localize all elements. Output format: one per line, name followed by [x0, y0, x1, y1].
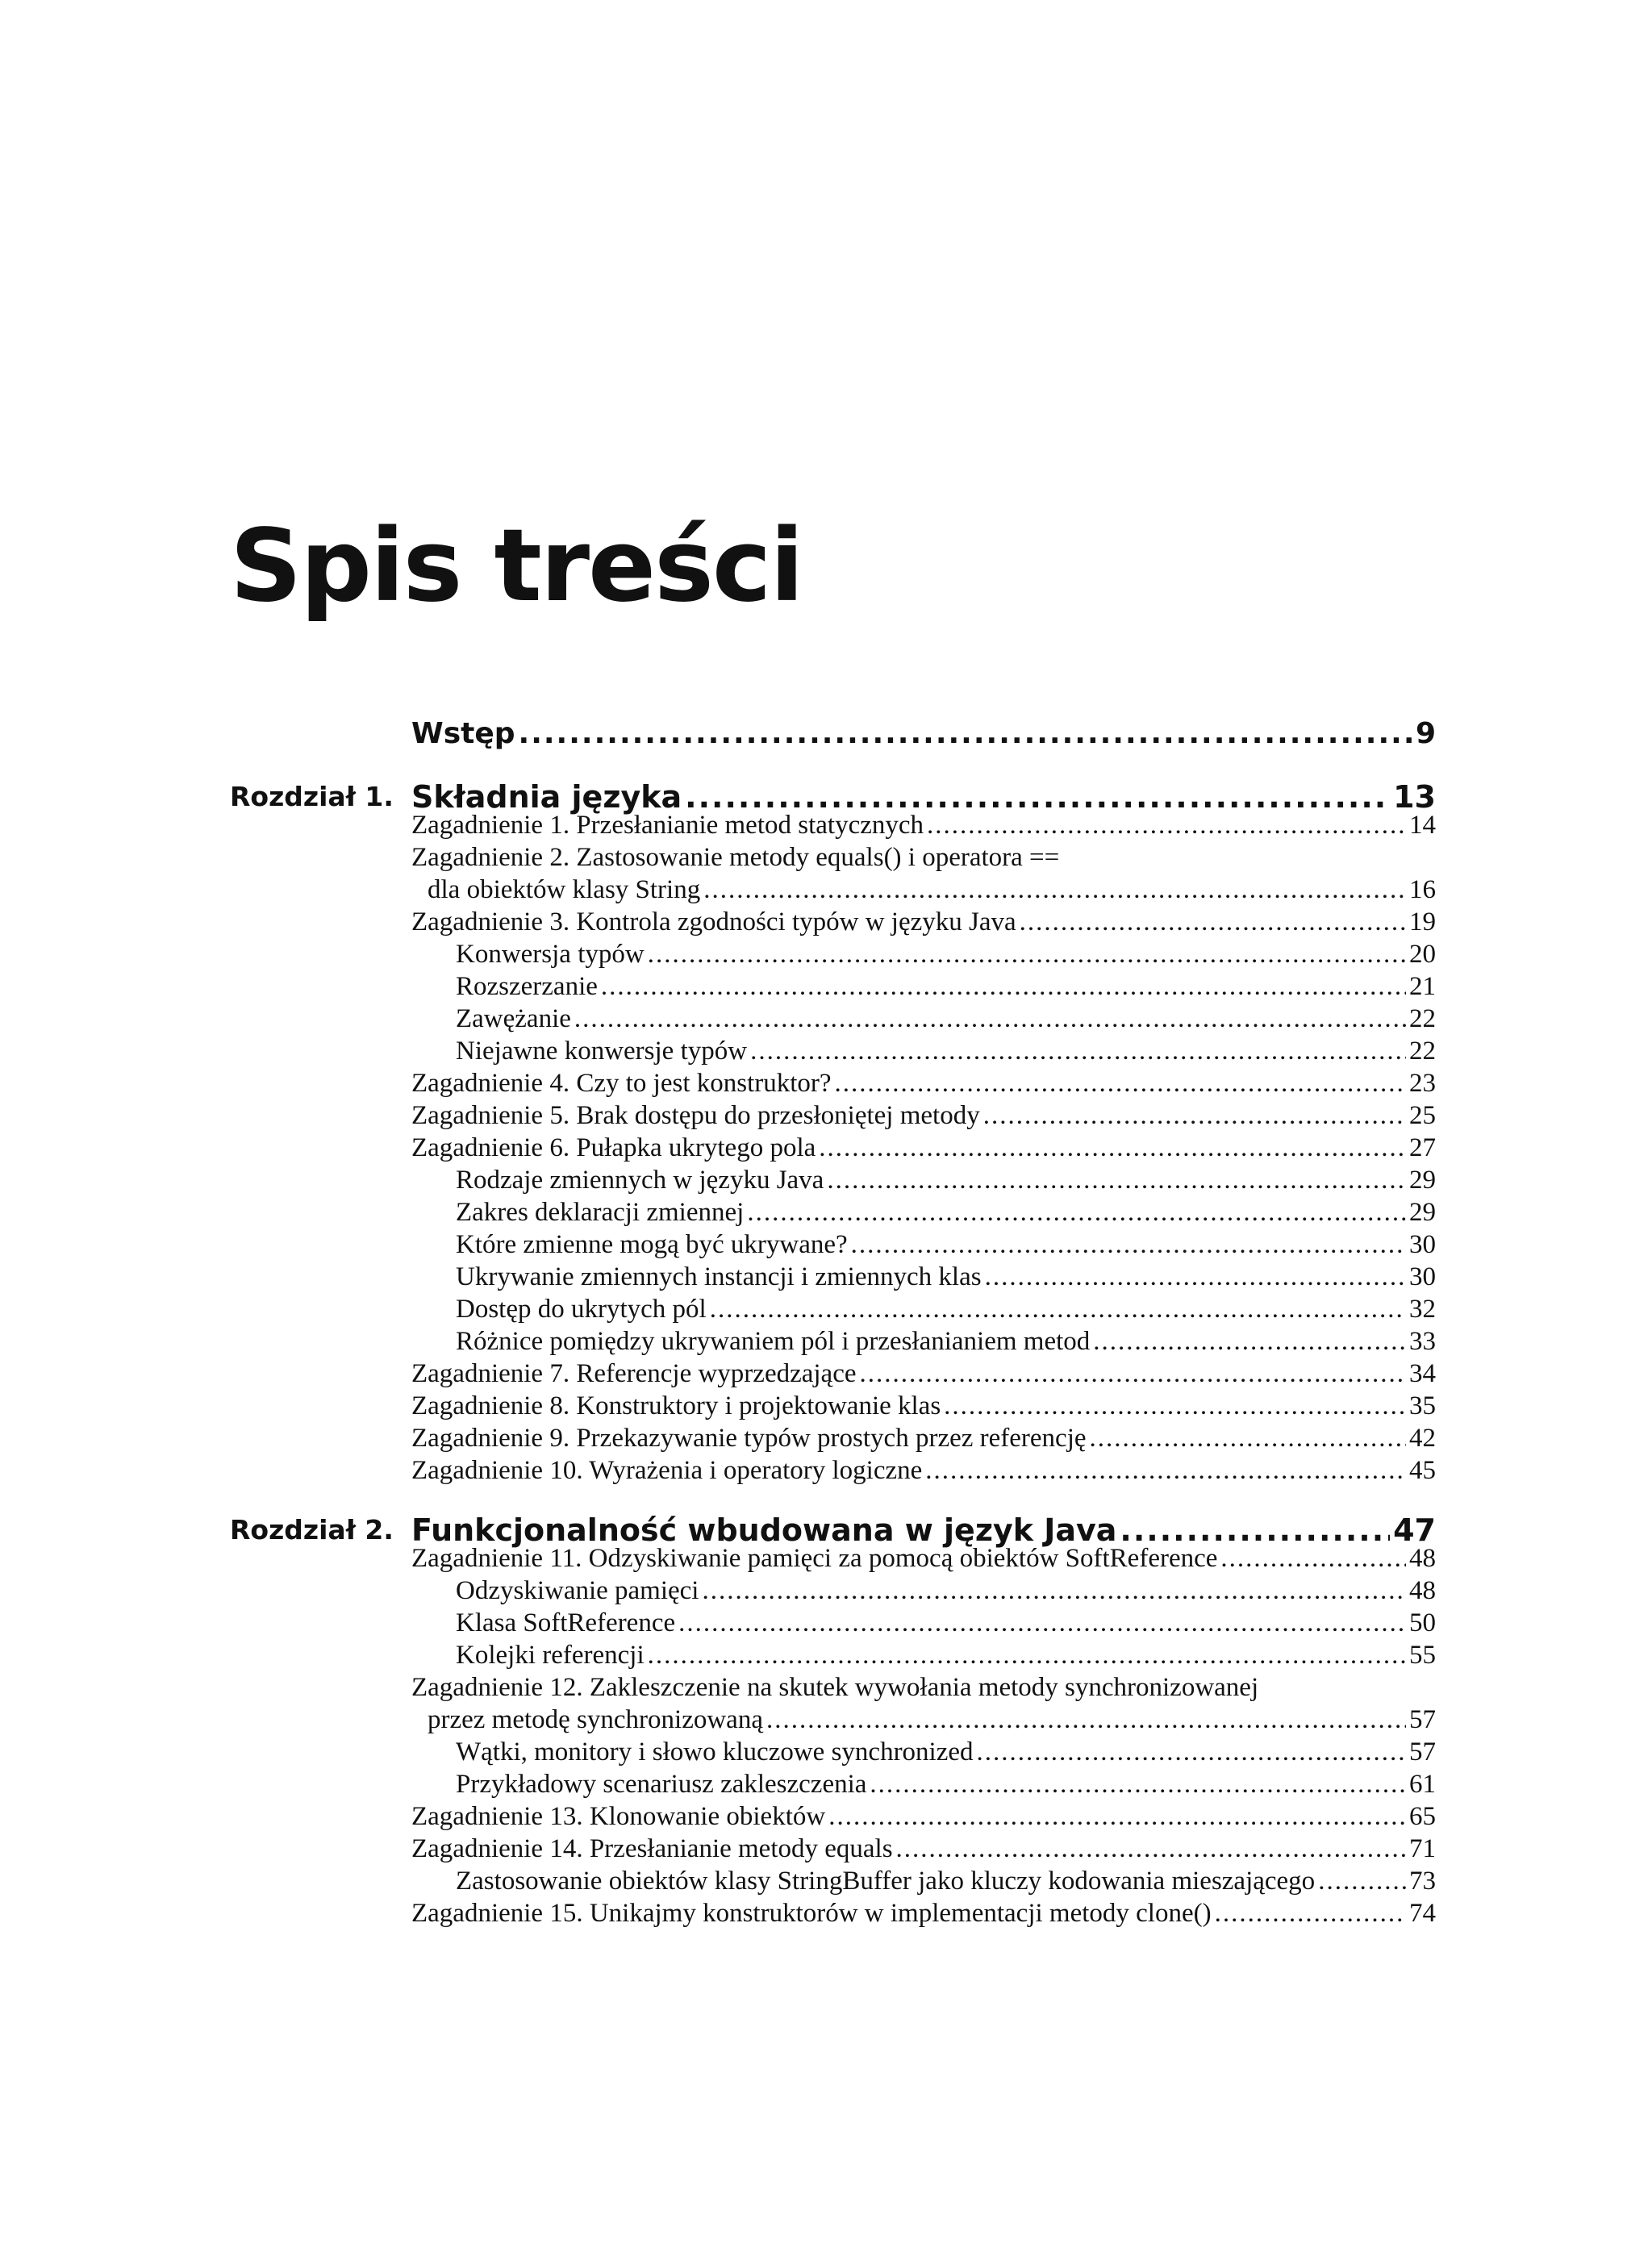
toc-entry-page: 9 [1415, 717, 1436, 750]
dot-leader [927, 809, 1406, 841]
toc-entry-label: Rodzaje zmiennych w języku Java [456, 1166, 824, 1195]
toc-subentry[interactable] [456, 1639, 1436, 1671]
toc-entry-page: 35 [1409, 1391, 1436, 1420]
chapter-number: Rozdział 1. [230, 781, 394, 812]
toc-entry-label: Zagadnienie 1. Przesłanianie metod statycznych [411, 811, 924, 840]
toc-entry-label: Odzyskiwanie pamięci [456, 1576, 699, 1605]
toc-entry-label: Zagadnienie 3. Kontrola zgodności typów w języku Java [411, 907, 1016, 936]
toc-entry-page: 21 [1409, 972, 1436, 1001]
toc-entry-label: Konwersja typów [456, 940, 645, 969]
dot-leader [678, 1607, 1406, 1639]
toc-entry-page: 25 [1409, 1101, 1436, 1130]
toc-entry-page: 55 [1409, 1641, 1436, 1670]
toc-entry-label: Zagadnienie 5. Brak dostępu do przesłoniętej metody [411, 1101, 980, 1130]
dot-leader [983, 1099, 1406, 1132]
toc-subentry[interactable] [456, 1035, 1436, 1067]
toc-entry-label: Zastosowanie obiektów klasy StringBuffer jako kluczy kodowania mieszającego [456, 1867, 1316, 1896]
toc-entry-label: Zagadnienie 14. Przesłanianie metody equals [411, 1834, 893, 1863]
dot-leader [851, 1228, 1406, 1261]
dot-leader [977, 1736, 1406, 1768]
toc-subentry[interactable] [456, 1768, 1436, 1800]
toc-entry-label: Przykładowy scenariusz zakleszczenia [456, 1770, 867, 1799]
toc-entry-label: Zagadnienie 10. Wyrażenia i operatory logiczne [411, 1456, 923, 1485]
dot-leader [574, 1003, 1406, 1035]
toc-entry-page: 29 [1409, 1198, 1436, 1227]
toc-entry-label: Zagadnienie 15. Unikajmy konstruktorów w implementacji metody clone() [411, 1899, 1212, 1928]
toc-entry[interactable] [411, 1833, 1436, 1865]
page-title: Spis treści [230, 508, 803, 624]
toc-entry-page: 30 [1409, 1230, 1436, 1259]
toc-entry-page: 27 [1409, 1133, 1436, 1162]
toc-entry-label: Zagadnienie 6. Pułapka ukrytego pola [411, 1133, 816, 1162]
dot-leader [819, 1132, 1406, 1164]
toc-entry[interactable] [411, 1099, 1436, 1132]
toc-entry-label: Niejawne konwersje typów [456, 1037, 748, 1066]
toc-entry[interactable] [411, 1542, 1436, 1575]
toc-entry-page: 32 [1409, 1295, 1436, 1324]
toc-subentry[interactable] [456, 970, 1436, 1003]
toc-entry[interactable] [411, 906, 1436, 938]
toc-entry-page: 65 [1409, 1802, 1436, 1831]
toc-entry-page: 22 [1409, 1004, 1436, 1033]
toc-subentry[interactable] [456, 1003, 1436, 1035]
toc-entry[interactable] [411, 1897, 1436, 1929]
toc-entry-label: Zagadnienie 4. Czy to jest konstruktor? [411, 1069, 832, 1098]
toc-entry-label: Zagadnienie 8. Konstruktory i projektowanie klas [411, 1391, 941, 1420]
dot-leader [750, 1035, 1406, 1067]
toc-entry[interactable] [411, 1454, 1436, 1487]
toc-entry-page: 45 [1409, 1456, 1436, 1485]
toc-entry[interactable] [411, 1067, 1436, 1099]
dot-leader [648, 1639, 1406, 1671]
toc-entry-label: Rozszerzanie [456, 972, 598, 1001]
toc-entry-label: Kolejki referencji [456, 1641, 645, 1670]
toc-entry-label: Które zmienne mogą być ukrywane? [456, 1230, 848, 1259]
toc-subentry[interactable] [456, 1196, 1436, 1228]
toc-subentry[interactable] [456, 1228, 1436, 1261]
toc-entry[interactable] [411, 841, 1436, 874]
dot-leader [870, 1768, 1406, 1800]
dot-leader [944, 1390, 1406, 1422]
toc-entry[interactable] [411, 1671, 1436, 1704]
dot-leader [710, 1293, 1406, 1325]
dot-leader [985, 1261, 1406, 1293]
toc-entry-page: 48 [1409, 1576, 1436, 1605]
toc-chapter-page: 47 [1393, 1512, 1436, 1548]
toc-entry-label: przez metodę synchronizowaną [428, 1705, 763, 1734]
dot-leader [827, 1164, 1406, 1196]
toc-chapter-title: Składnia języka [411, 779, 682, 815]
toc-entry-label: Zagadnienie 7. Referencje wyprzedzające [411, 1359, 857, 1388]
toc-entry-page: 23 [1409, 1069, 1436, 1098]
toc-entry-label: Zawężanie [456, 1004, 571, 1033]
toc-subentry[interactable] [456, 1293, 1436, 1325]
toc-entry-page: 71 [1409, 1834, 1436, 1863]
dot-leader [925, 1454, 1406, 1487]
dot-leader [835, 1067, 1406, 1099]
toc-entry-label: Zagadnienie 13. Klonowanie obiektów [411, 1802, 826, 1831]
toc-entry-intro[interactable] [411, 716, 1436, 752]
toc-entry-page: 61 [1409, 1770, 1436, 1799]
toc-subentry[interactable] [456, 1164, 1436, 1196]
toc-subentry[interactable] [456, 1736, 1436, 1768]
toc-entry-label: Różnice pomiędzy ukrywaniem pól i przesłanianiem metod [456, 1327, 1091, 1356]
toc-entry-label: dla obiektów klasy String [428, 875, 701, 904]
dot-leader [1020, 906, 1406, 938]
dot-leader [1090, 1422, 1406, 1454]
toc-entry-continuation[interactable] [428, 1704, 1436, 1736]
toc-entry-page: 57 [1409, 1737, 1436, 1767]
dot-leader [702, 1575, 1406, 1607]
toc-entry[interactable] [411, 809, 1436, 841]
toc-entry-label: Zagadnienie 2. Zastosowanie metody equals() i operatora == [411, 843, 1060, 872]
toc-entry-label: Zagadnienie 12. Zakleszczenie na skutek wywołania metody synchronizowanej [411, 1673, 1259, 1702]
dot-leader [601, 970, 1406, 1003]
chapter-number: Rozdział 2. [230, 1514, 394, 1545]
dot-leader [766, 1704, 1406, 1736]
toc-entry-label: Zakres deklaracji zmiennej [456, 1198, 745, 1227]
dot-leader [828, 1800, 1406, 1833]
toc-subentry[interactable] [456, 1325, 1436, 1358]
toc-chapter-page: 13 [1393, 779, 1436, 815]
dot-leader [519, 716, 1412, 752]
toc-entry-label: Wstęp [411, 717, 515, 750]
toc-entry[interactable] [411, 1132, 1436, 1164]
toc-entry-page: 50 [1409, 1608, 1436, 1637]
dot-leader [747, 1196, 1406, 1228]
toc-subentry[interactable] [456, 1261, 1436, 1293]
toc-entry[interactable] [411, 1358, 1436, 1390]
toc-subentry[interactable] [456, 1607, 1436, 1639]
toc-entry-continuation[interactable] [428, 874, 1436, 906]
toc-subentry[interactable] [456, 1575, 1436, 1607]
toc-entry-page: 30 [1409, 1262, 1436, 1291]
toc-entry-page: 74 [1409, 1899, 1436, 1928]
toc-entry-page: 29 [1409, 1166, 1436, 1195]
toc-entry-page: 48 [1409, 1544, 1436, 1573]
dot-leader [1220, 1542, 1406, 1575]
toc-entry-page: 22 [1409, 1037, 1436, 1066]
toc-subentry[interactable] [456, 1865, 1436, 1897]
dot-leader [648, 938, 1406, 970]
toc-entry[interactable] [411, 1800, 1436, 1833]
dot-leader [896, 1833, 1406, 1865]
toc-entry-page: 16 [1409, 875, 1436, 904]
toc-entry-label: Zagadnienie 11. Odzyskiwanie pamięci za pomocą obiektów SoftReference [411, 1544, 1218, 1573]
toc-entry-label: Ukrywanie zmiennych instancji i zmiennych klas [456, 1262, 982, 1291]
toc-entry[interactable] [411, 1422, 1436, 1454]
dot-leader [703, 874, 1406, 906]
dot-leader [860, 1358, 1407, 1390]
dot-leader [1215, 1897, 1406, 1929]
toc-entry-label: Zagadnienie 9. Przekazywanie typów prostych przez referencję [411, 1424, 1087, 1453]
toc-entry[interactable] [411, 1390, 1436, 1422]
dot-leader [1093, 1325, 1406, 1358]
toc-entry-page: 19 [1409, 907, 1436, 936]
toc-entry-page: 34 [1409, 1359, 1436, 1388]
toc-chapter-title: Funkcjonalność wbudowana w język Java [411, 1512, 1117, 1548]
toc-entry-label: Klasa SoftReference [456, 1608, 676, 1637]
toc-entry-label: Dostęp do ukrytych pól [456, 1295, 707, 1324]
toc-subentry[interactable] [456, 938, 1436, 970]
toc-entry-page: 42 [1409, 1424, 1436, 1453]
toc-entry-label: Wątki, monitory i słowo kluczowe synchronized [456, 1737, 974, 1767]
toc-entry-page: 73 [1409, 1867, 1436, 1896]
toc-entry-page: 57 [1409, 1705, 1436, 1734]
toc-entry-page: 14 [1409, 811, 1436, 840]
toc-entry-page: 20 [1409, 940, 1436, 969]
dot-leader [1318, 1865, 1406, 1897]
toc-entry-page: 33 [1409, 1327, 1436, 1356]
